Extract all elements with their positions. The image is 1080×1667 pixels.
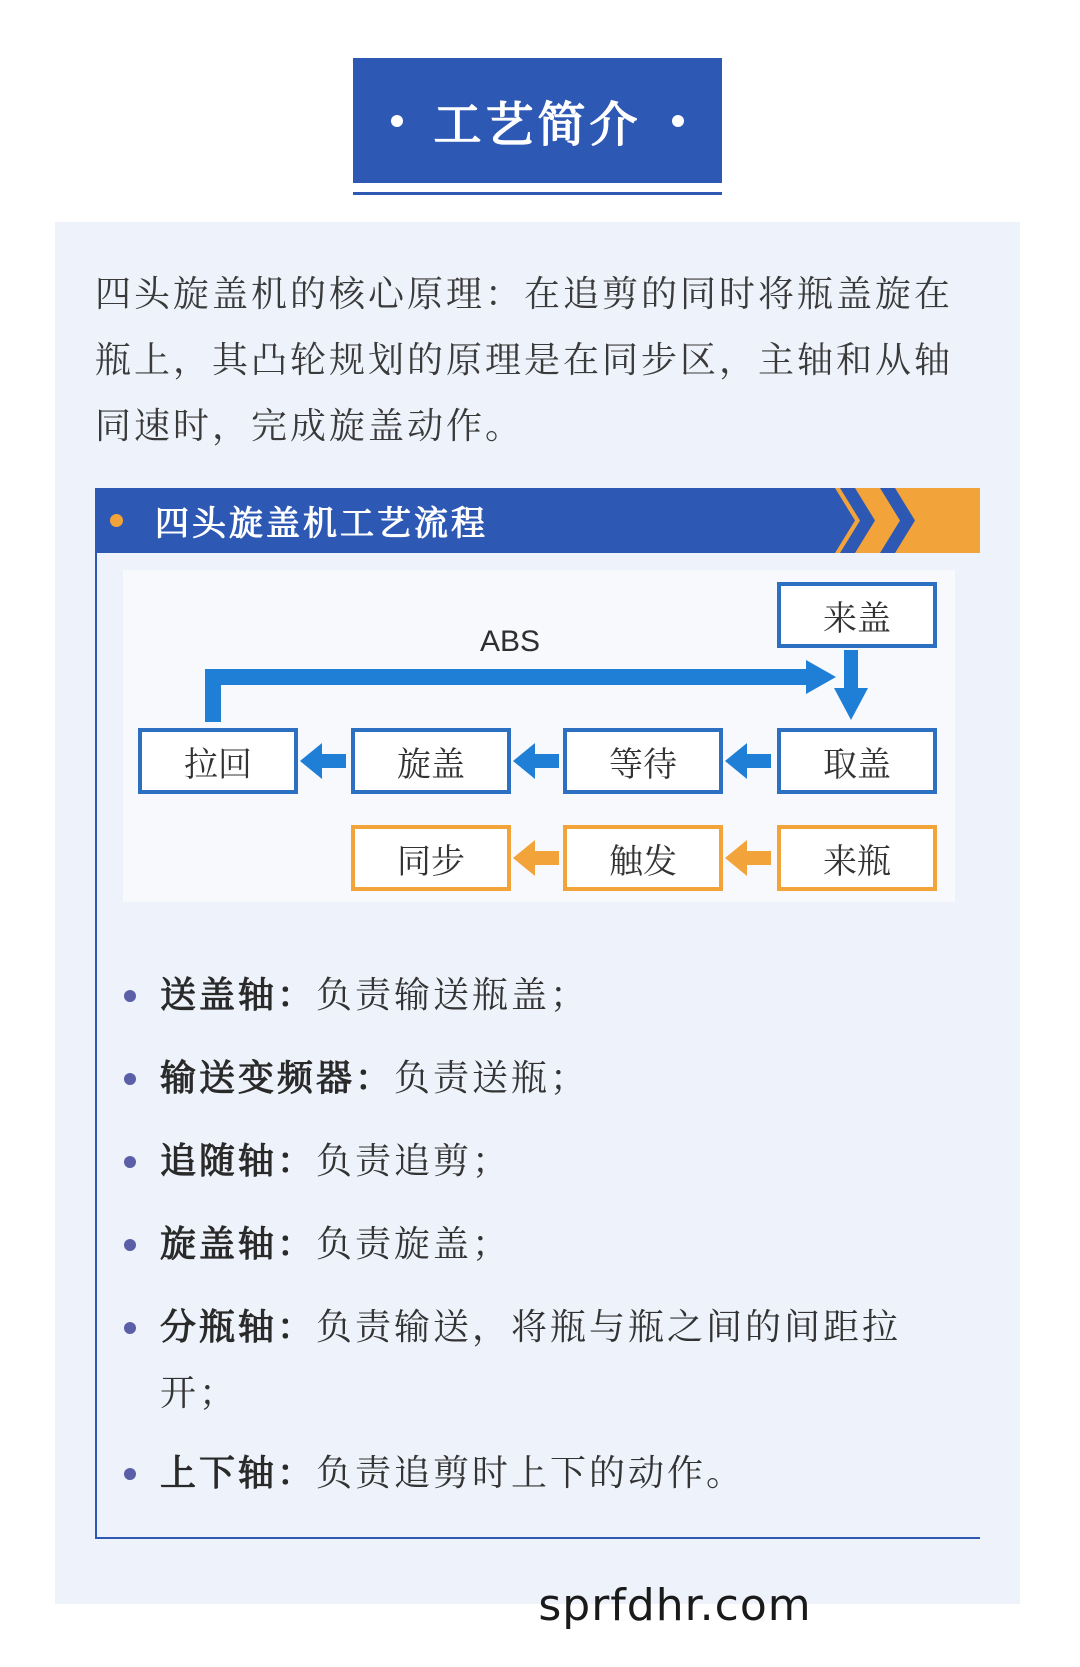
list-item: 上下轴：负责追剪时上下的动作。 xyxy=(160,1453,746,1494)
page-title-text: 工艺简介 xyxy=(433,97,642,153)
node-deng-dai: 等待 xyxy=(563,728,723,794)
bullet-dot-icon xyxy=(672,115,684,127)
list-item: 分瓶轴：负责输送，将瓶与瓶之间的间距拉开； xyxy=(160,1307,902,1414)
bullet-dot-icon xyxy=(124,1468,136,1480)
section-dot-icon xyxy=(110,514,123,527)
node-chu-fa: 触发 xyxy=(563,825,723,891)
bullet-dot-icon xyxy=(124,990,136,1002)
bullet-dot-icon xyxy=(124,1322,136,1334)
page-title xyxy=(353,58,722,183)
node-tong-bu: 同步 xyxy=(351,825,511,891)
node-la-hui: 拉回 xyxy=(138,728,298,794)
list-item: 输送变频器：负责送瓶； xyxy=(160,1058,590,1099)
header-underline xyxy=(353,192,722,195)
bullet-dot-icon xyxy=(124,1073,136,1085)
abs-label: ABS xyxy=(480,625,541,658)
list-item: 送盖轴：负责输送瓶盖； xyxy=(160,975,590,1016)
bullet-dot-icon xyxy=(124,1239,136,1251)
node-qu-gai: 取盖 xyxy=(777,728,937,794)
section-bottom-rule xyxy=(95,1537,980,1539)
bullet-dot-icon xyxy=(124,1156,136,1168)
section-title: 四头旋盖机工艺流程 xyxy=(155,504,488,544)
intro-paragraph: 四头旋盖机的核心原理：在追剪的同时将瓶盖旋在瓶上，其凸轮规划的原理是在同步区，主轴和从轴同速时，完成旋盖动作。 xyxy=(95,274,954,447)
bullet-dot-icon xyxy=(391,115,403,127)
node-lai-ping: 来瓶 xyxy=(777,825,937,891)
list-item: 旋盖轴：负责旋盖； xyxy=(160,1224,512,1265)
node-lai-gai: 来盖 xyxy=(777,582,937,648)
watermark-url: sprfdhr.com xyxy=(538,1580,812,1631)
list-item: 追随轴：负责追剪； xyxy=(160,1141,512,1182)
node-xuan-gai: 旋盖 xyxy=(351,728,511,794)
section-left-rule xyxy=(95,553,97,1538)
